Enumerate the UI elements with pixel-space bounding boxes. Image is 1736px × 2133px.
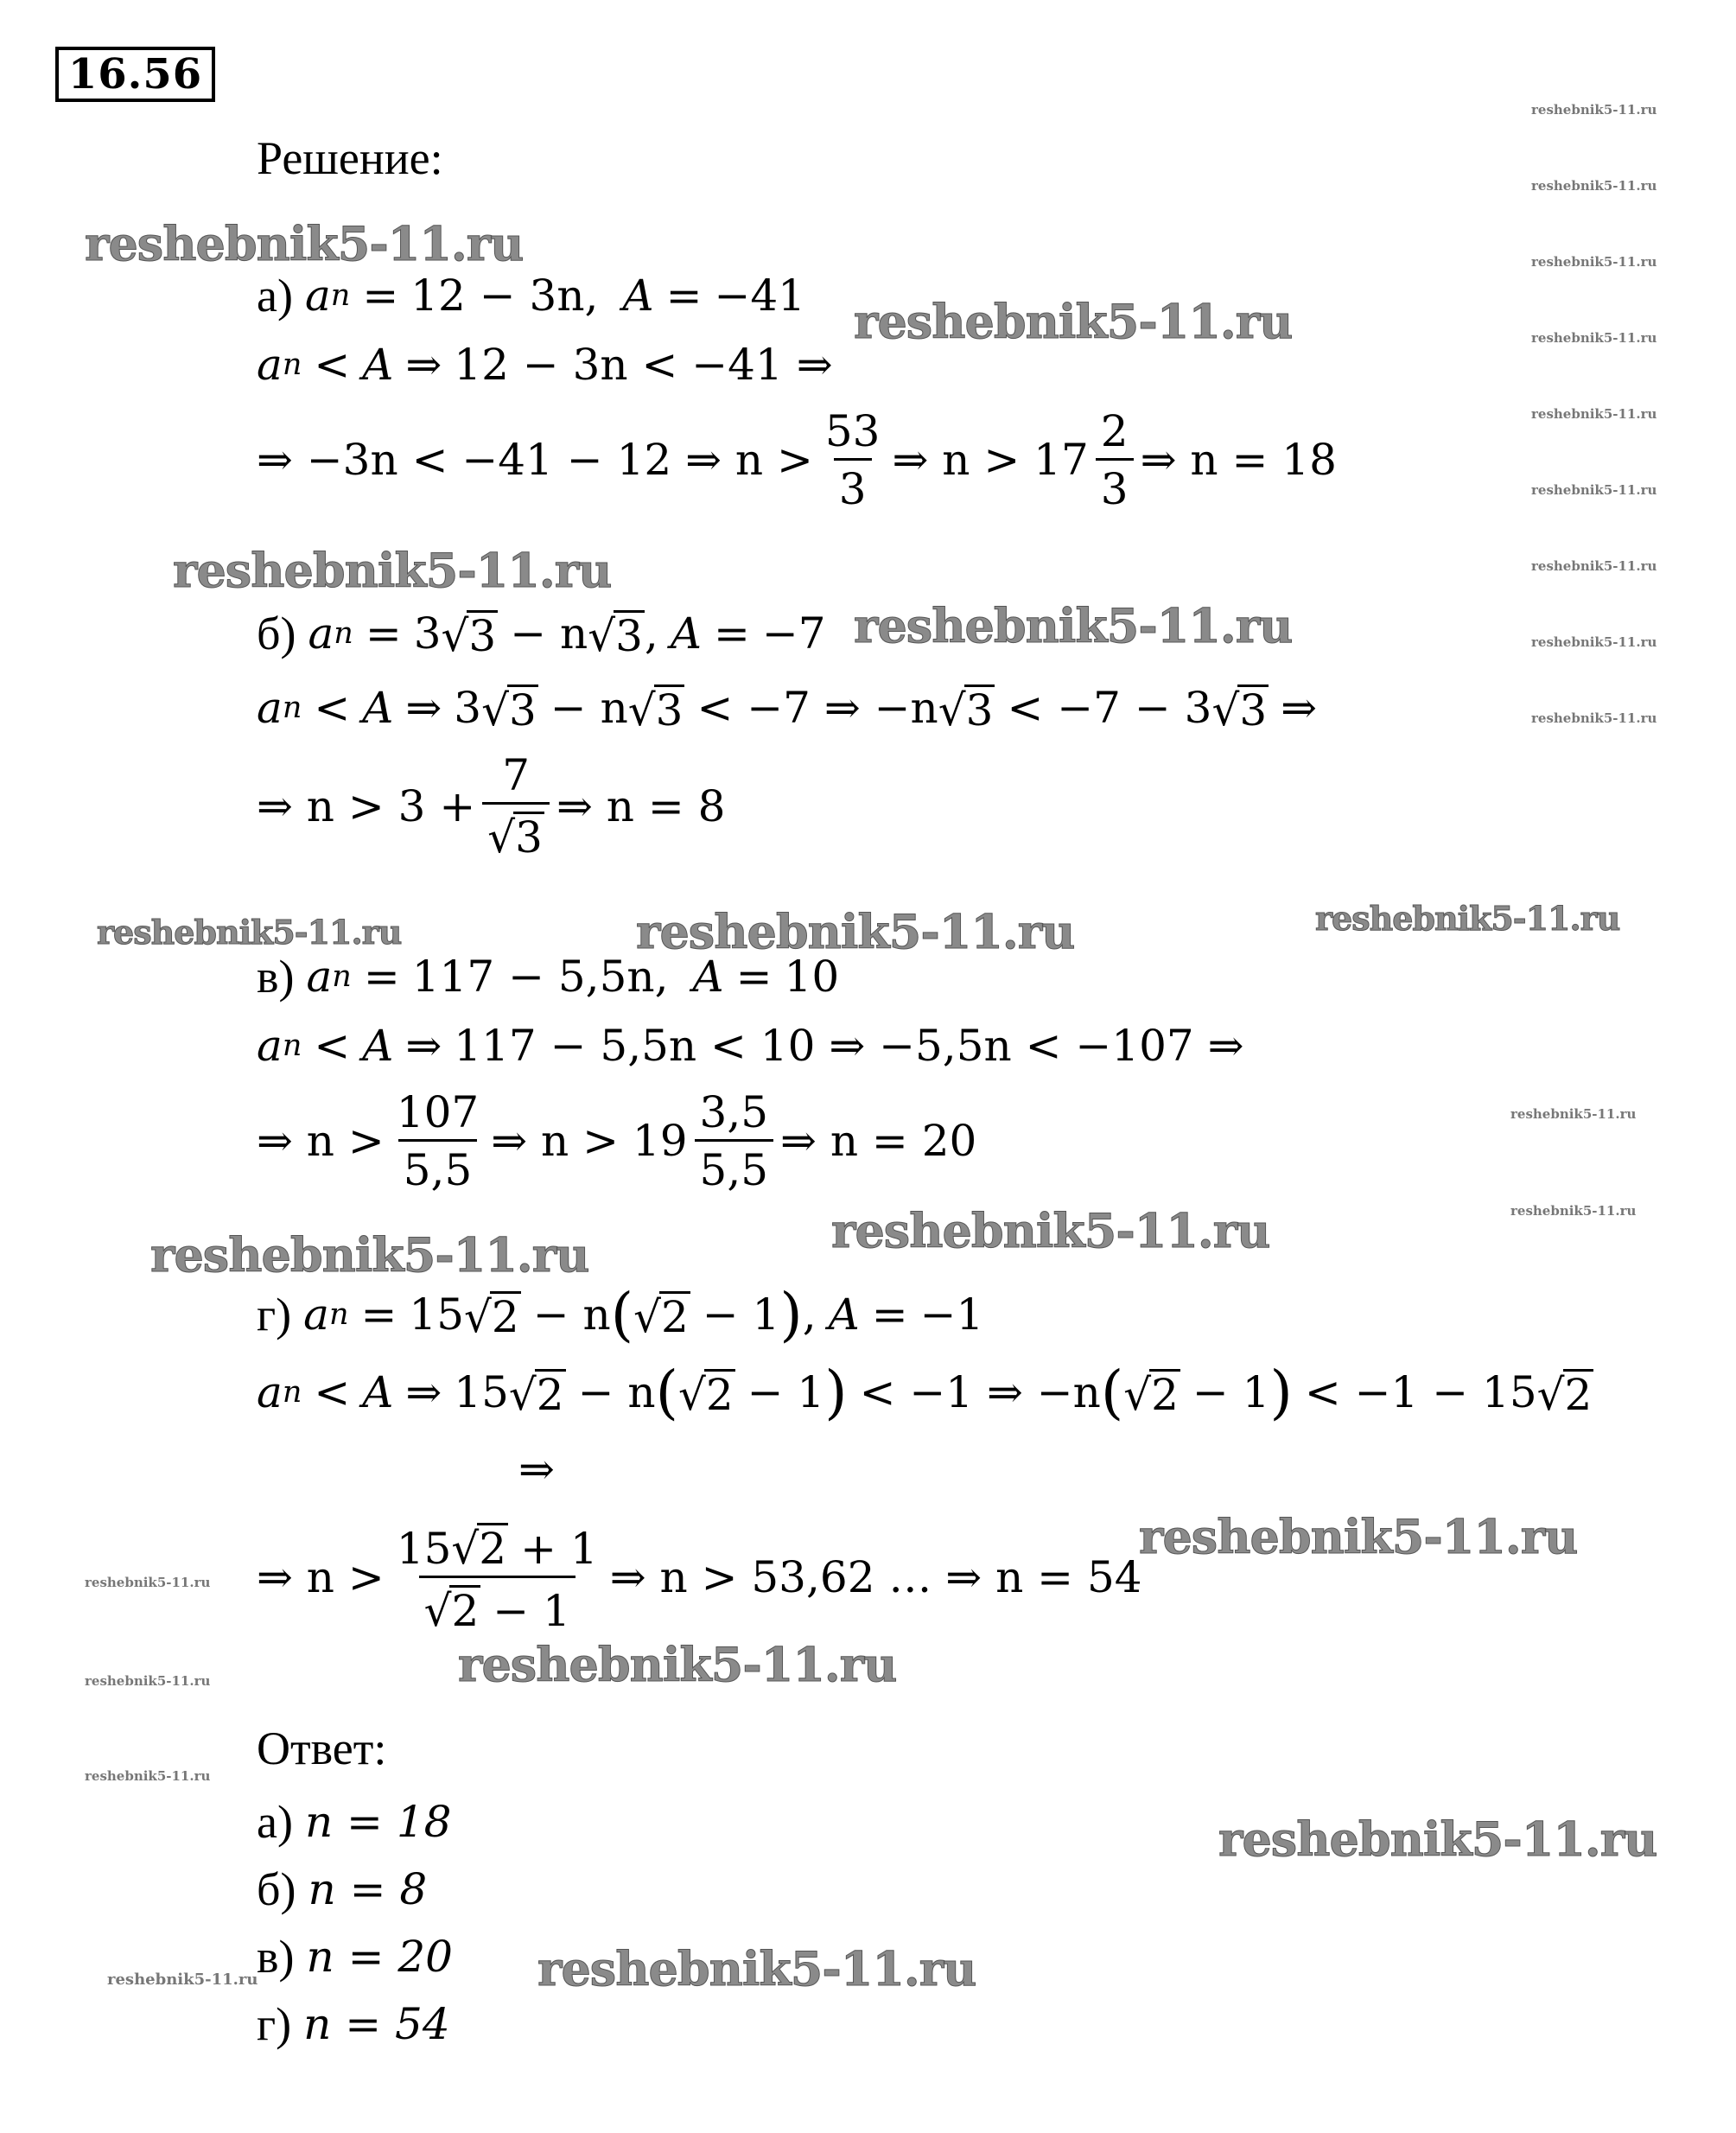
watermark: reshebnik5-11.ru: [150, 1227, 589, 1283]
watermark: reshebnik5-11.ru: [854, 294, 1293, 349]
watermark: reshebnik5-11.ru: [97, 913, 402, 952]
watermark: reshebnik5-11.ru: [173, 543, 612, 598]
answer-d: г) n = 54: [257, 1998, 450, 2050]
sqrt: √ 3: [481, 684, 537, 735]
watermark: reshebnik5-11.ru: [1315, 899, 1620, 938]
part-a-line-1: а) a n = 12 − 3n , A = −41: [257, 270, 805, 322]
watermark-small: reshebnik5-11.ru: [107, 1971, 258, 1989]
part-a-line-2: a n < A ⇒ 12 − 3n < −41 ⇒: [257, 340, 833, 390]
watermark: reshebnik5-11.ru: [458, 1637, 897, 1692]
solution-label: Решение:: [257, 132, 443, 184]
watermark-small: reshebnik5-11.ru: [1531, 482, 1657, 498]
watermark-small: reshebnik5-11.ru: [1531, 330, 1657, 346]
watermark-small: reshebnik5-11.ru: [1531, 558, 1657, 574]
fraction: $\frac{53}{3}$: [824, 405, 881, 514]
watermark: reshebnik5-11.ru: [854, 598, 1293, 653]
sqrt: √ 3: [1211, 684, 1268, 735]
sqrt: √ 2: [423, 1585, 480, 1636]
sqrt: √ 2: [1123, 1369, 1179, 1420]
watermark-small: reshebnik5-11.ru: [85, 1575, 211, 1590]
fraction: 7 √ 3: [482, 754, 550, 859]
part-b-line-3: ⇒ n > 3 + 7 √ 3 ⇒ n = 8: [257, 750, 726, 863]
sqrt: √ 2: [451, 1523, 507, 1574]
part-b-line-1: б) a n = 3 √ 3 − n √ 3 , A = −7: [257, 608, 826, 661]
sqrt: √ 3: [627, 684, 684, 735]
watermark: reshebnik5-11.ru: [636, 904, 1075, 959]
watermark-small: reshebnik5-11.ru: [1510, 1106, 1637, 1122]
sqrt: √ 2: [508, 1369, 564, 1420]
part-a-line-3: ⇒ −3n < −41 − 12 ⇒ n > $\frac{53}{3}$ ⇒ n > 17 $\frac{2}{3}$ ⇒ n = 18: [257, 405, 1337, 514]
watermark: reshebnik5-11.ru: [831, 1203, 1270, 1258]
watermark-small: reshebnik5-11.ru: [1510, 1203, 1637, 1219]
fraction: 15 √ 2 + 1 √ 2 − 1: [396, 1523, 598, 1636]
fraction: $\frac{3,5}{5,5}$: [695, 1091, 774, 1192]
sqrt: √ 2: [633, 1291, 689, 1342]
answer-c: в) n = 20: [257, 1931, 453, 1983]
watermark-small: reshebnik5-11.ru: [1531, 406, 1657, 422]
watermark-small: reshebnik5-11.ru: [1531, 254, 1657, 270]
fraction: $\frac{2}{3}$: [1096, 410, 1134, 511]
part-d-line-2: a n < A ⇒ 15 √ 2 − n ( √ 2 − 1 ) < −1 ⇒ −n ( √ 2 − 1 ) < −1 − 15 √ 2: [257, 1358, 1593, 1426]
sqrt: √ 3: [588, 610, 643, 661]
part-d-line-1: г) a n = 15 √ 2 − n ( √ 2 − 1 ) , A = −1: [257, 1280, 984, 1348]
watermark: reshebnik5-11.ru: [85, 216, 524, 271]
watermark-small: reshebnik5-11.ru: [1531, 710, 1657, 726]
part-c-line-1: в) a n = 117 − 5,5n , A = 10: [257, 951, 840, 1003]
part-b-line-2: a n < A ⇒ 3 √ 3 − n √ 3 < −7 ⇒ −n √ 3 < −7 − 3 √ 3 ⇒: [257, 683, 1318, 735]
part-c-line-2: a n < A ⇒ 117 − 5,5n < 10 ⇒ −5,5n < −107 ⇒: [257, 1021, 1244, 1071]
sqrt: √ 2: [1536, 1369, 1593, 1420]
sqrt: √ 3: [938, 684, 994, 735]
answer-a: а) n = 18: [257, 1796, 452, 1848]
part-c-line-3: ⇒ n > $\frac{107}{5,5}$ ⇒ n > 19 $\frac{3,5}{5,5}$ ⇒ n = 20: [257, 1086, 977, 1195]
watermark-small: reshebnik5-11.ru: [85, 1673, 211, 1689]
watermark: reshebnik5-11.ru: [537, 1941, 976, 1996]
sqrt: √ 3: [487, 812, 543, 863]
watermark-small: reshebnik5-11.ru: [1531, 634, 1657, 650]
watermark-small: reshebnik5-11.ru: [85, 1768, 211, 1784]
sqrt: √ 2: [677, 1369, 734, 1420]
fraction: $\frac{107}{5,5}$: [396, 1086, 480, 1195]
watermark: reshebnik5-11.ru: [1218, 1811, 1657, 1867]
watermark: reshebnik5-11.ru: [1139, 1509, 1578, 1564]
watermark-small: reshebnik5-11.ru: [1531, 178, 1657, 194]
answer-b: б) n = 8: [257, 1863, 428, 1915]
watermark-small: reshebnik5-11.ru: [1531, 102, 1657, 118]
sqrt: √ 3: [441, 610, 497, 661]
problem-number: 16.56: [55, 47, 215, 102]
sqrt: √ 2: [464, 1291, 519, 1342]
part-d-line-3: ⇒ n > 15 √ 2 + 1 √ 2 − 1 ⇒ n > 53,62 … ⇒ n = 54: [257, 1523, 1142, 1636]
answer-label: Ответ:: [257, 1722, 387, 1774]
part-d-line-2-continuation: ⇒: [518, 1444, 555, 1494]
